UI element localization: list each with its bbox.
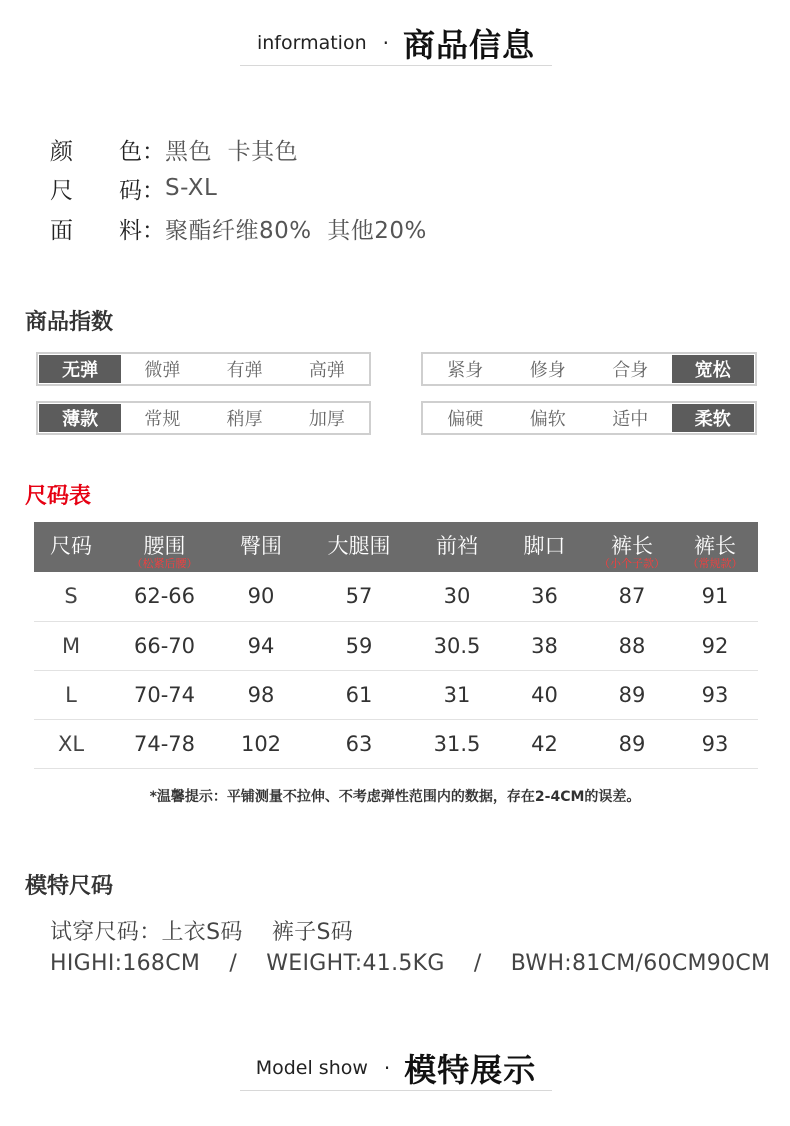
spec-size-value: S-XL bbox=[165, 175, 218, 201]
table-cell: 42 bbox=[497, 719, 592, 768]
header-size: 尺码 bbox=[34, 522, 108, 572]
spec-color-key1: 颜 bbox=[50, 138, 73, 165]
header-hip: 臀围 bbox=[221, 522, 301, 572]
spec-size-key2: 码： bbox=[119, 177, 165, 204]
table-cell: 63 bbox=[301, 719, 417, 768]
model-show-heading bbox=[240, 1045, 552, 1091]
elasticity-option: 微弹 bbox=[144, 360, 181, 381]
table-cell: 88 bbox=[592, 621, 672, 670]
table-cell: 94 bbox=[221, 621, 301, 670]
index-title: 商品指数 bbox=[25, 310, 114, 335]
table-cell: 61 bbox=[301, 670, 417, 719]
fit-option: 修身 bbox=[529, 360, 566, 381]
table-cell: 59 bbox=[301, 621, 417, 670]
table-cell: XL bbox=[34, 719, 108, 768]
model-show-heading-en: Model show bbox=[255, 1056, 368, 1079]
spec-material bbox=[50, 213, 427, 243]
spec-material-key1: 面 bbox=[50, 217, 73, 244]
measurement-tip: *温馨提示：平铺测量不拉伸、不考虑弹性范围内的数据，存在2-4CM的误差。 bbox=[149, 789, 641, 805]
table-cell: 57 bbox=[301, 572, 417, 621]
header-length-regular: 裤长 （常规款） bbox=[672, 522, 758, 572]
table-cell: 102 bbox=[221, 719, 301, 768]
table-cell: 87 bbox=[592, 572, 672, 621]
model-trial-size: 试穿尺码：上衣S码 裤子S码 bbox=[50, 920, 354, 945]
elasticity-option: 无弹 bbox=[39, 355, 121, 383]
table-cell: 31.5 bbox=[417, 719, 497, 768]
softness-option: 适中 bbox=[612, 409, 649, 430]
softness-scale bbox=[421, 401, 757, 435]
table-cell: 31 bbox=[417, 670, 497, 719]
elasticity-scale bbox=[36, 352, 371, 386]
table-cell: M bbox=[34, 621, 108, 670]
table-cell: 40 bbox=[497, 670, 592, 719]
elasticity-option: 高弹 bbox=[308, 360, 345, 381]
size-table bbox=[34, 522, 758, 769]
table-cell: S bbox=[34, 572, 108, 621]
info-heading bbox=[240, 20, 552, 66]
table-cell: 74-78 bbox=[108, 719, 221, 768]
table-row bbox=[34, 621, 758, 670]
model-show-heading-dot: · bbox=[383, 1055, 391, 1080]
table-row bbox=[34, 719, 758, 768]
header-front-rise: 前裆 bbox=[417, 522, 497, 572]
thickness-option: 加厚 bbox=[308, 409, 345, 430]
spec-material-value: 聚酯纤维80% 其他20% bbox=[165, 217, 427, 244]
table-cell: L bbox=[34, 670, 108, 719]
elasticity-option: 有弹 bbox=[226, 360, 263, 381]
table-cell: 38 bbox=[497, 621, 592, 670]
spec-color-value: 黑色 卡其色 bbox=[165, 138, 299, 165]
thickness-option: 常规 bbox=[144, 409, 181, 430]
info-heading-dot: · bbox=[382, 30, 389, 55]
softness-option: 偏软 bbox=[529, 409, 566, 430]
spec-size bbox=[50, 173, 217, 203]
spec-size-key1: 尺 bbox=[50, 177, 73, 204]
table-cell: 91 bbox=[672, 572, 758, 621]
spec-color bbox=[50, 134, 298, 164]
size-table-header-row bbox=[34, 522, 758, 572]
softness-option: 偏硬 bbox=[447, 409, 484, 430]
info-heading-en: information bbox=[256, 31, 367, 54]
model-show-heading-cn: 模特展示 bbox=[404, 1050, 537, 1089]
header-waist: 腰围 （松紧后腰） bbox=[108, 522, 221, 572]
info-heading-cn: 商品信息 bbox=[403, 25, 536, 64]
header-leg-opening: 脚口 bbox=[497, 522, 592, 572]
table-cell: 98 bbox=[221, 670, 301, 719]
table-cell: 70-74 bbox=[108, 670, 221, 719]
model-measurements: HIGHI:168CM / WEIGHT:41.5KG / BWH:81CM/60CM90CM bbox=[50, 951, 771, 976]
thickness-option: 稍厚 bbox=[226, 409, 263, 430]
model-size-title: 模特尺码 bbox=[25, 874, 114, 899]
table-cell: 92 bbox=[672, 621, 758, 670]
fit-scale bbox=[421, 352, 757, 386]
size-chart-title: 尺码表 bbox=[25, 484, 92, 509]
fit-option: 合身 bbox=[612, 360, 649, 381]
fit-option: 宽松 bbox=[672, 355, 755, 383]
header-length-petite: 裤长 （小个子款） bbox=[592, 522, 672, 572]
table-cell: 89 bbox=[592, 719, 672, 768]
table-cell: 30.5 bbox=[417, 621, 497, 670]
table-cell: 89 bbox=[592, 670, 672, 719]
table-cell: 62-66 bbox=[108, 572, 221, 621]
table-cell: 66-70 bbox=[108, 621, 221, 670]
thickness-option: 薄款 bbox=[39, 404, 121, 432]
header-thigh: 大腿围 bbox=[301, 522, 417, 572]
table-row bbox=[34, 572, 758, 621]
table-cell: 93 bbox=[672, 670, 758, 719]
fit-option: 紧身 bbox=[447, 360, 484, 381]
table-cell: 30 bbox=[417, 572, 497, 621]
spec-color-key2: 色： bbox=[119, 138, 165, 165]
spec-material-key2: 料： bbox=[119, 217, 165, 244]
thickness-scale bbox=[36, 401, 371, 435]
table-cell: 36 bbox=[497, 572, 592, 621]
table-row bbox=[34, 670, 758, 719]
softness-option: 柔软 bbox=[672, 404, 755, 432]
table-cell: 93 bbox=[672, 719, 758, 768]
table-cell: 90 bbox=[221, 572, 301, 621]
